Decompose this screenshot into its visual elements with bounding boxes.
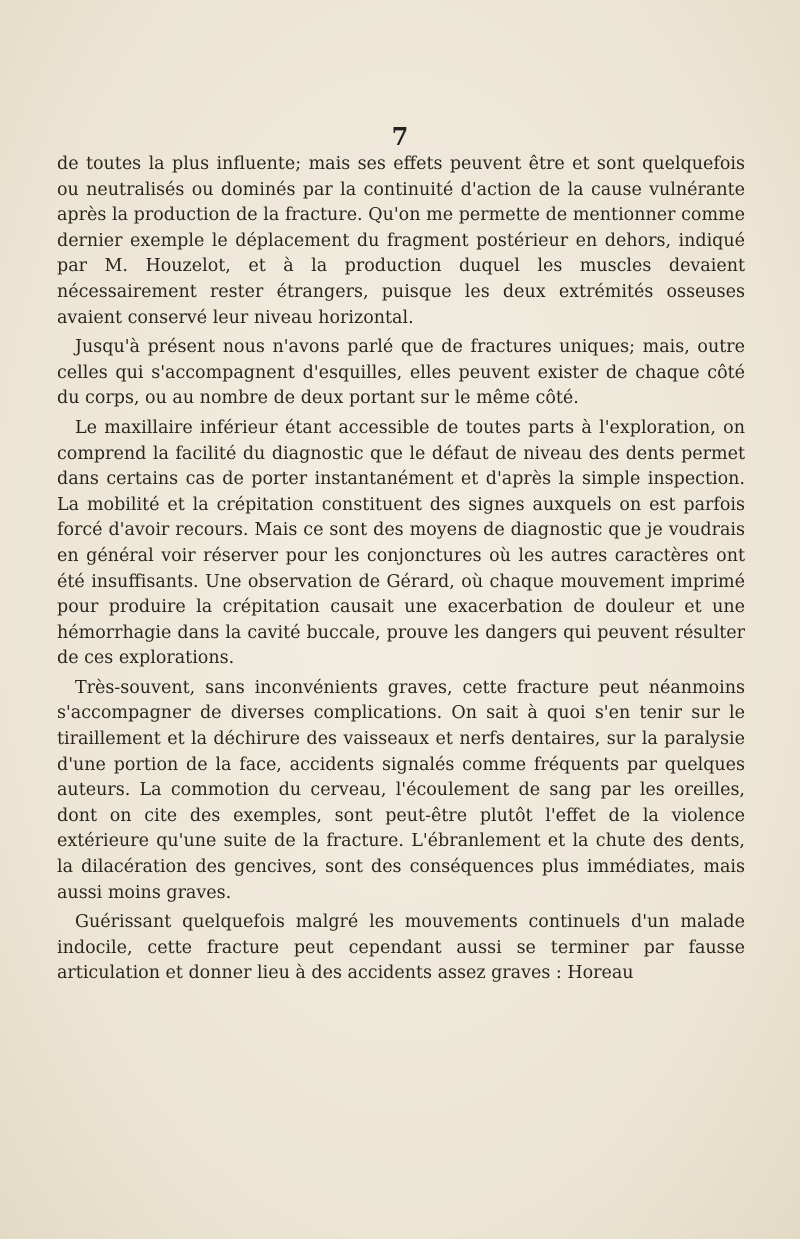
paragraph-4: Très-souvent, sans inconvénients graves, cette fracture peut néanmoins s'accompagner de diverses complications. On sait à quoi s'en tenir sur le tiraillement et la déchirure des vaisseaux et nerfs dentaires, sur la paralysie d'une portion de la face, accidents signalés comme fréquents par quelques auteurs. La commotion du cerveau, l'écoulement de sang par les oreilles, dont on cite des exemples, sont peut-être plutôt l'effet de la violence extérieure qu'une suite de la fracture. L'ébranlement et la chute des dents, la dilacération des gencives, sont des conséquences plus immédiates, mais aussi moins graves. xyxy=(57,677,745,903)
paragraph-1: de toutes la plus influente; mais ses effets peuvent être et sont quelquefois ou neutralisés ou dominés par la continuité d'action de la cause vulnérante après la production de la fracture. Qu'on me permette de mentionner comme dernier exemple le déplacement du fragment postérieur en dehors, indiqué par M. Houzelot, et à la production duquel les muscles devaient nécessairement rester étrangers, puisque les deux extrémités osseuses avaient conservé leur niveau horizontal. xyxy=(57,154,745,328)
paragraph-2: Jusqu'à présent nous n'avons parlé que de fractures uniques; mais, outre celles qui s'accompagnent d'esquilles, elles peuvent exister de chaque côté du corps, ou au nombre de deux portant sur le même côté. xyxy=(57,337,745,409)
paragraph-5: Guérissant quelquefois malgré les mouvements continuels d'un malade indocile, cette fracture peut cependant aussi se terminer par fausse articulation et donner lieu à des accidents assez graves : Horeau xyxy=(57,912,745,984)
paragraph-3: Le maxillaire inférieur étant accessible de toutes parts à l'exploration, on comprend la facilité du diagnostic que le défaut de niveau des dents permet dans certains cas de porter instantanément et d'après la simple inspection. La mobilité et la crépitation constituent des signes auxquels on est parfois forcé d'avoir recours. Mais ce sont des moyens de diagnostic que je voudrais en général voir réserver pour les conjonctures où les autres caractères ont été insuffisants. Une observation de Gérard, où chaque mouvement imprimé pour produire la crépitation causait une exacerbation de douleur et une hémorrhagie dans la cavité buccale, prouve les dangers qui peuvent résulter de ces explorations. xyxy=(57,417,745,669)
page-number: 7 xyxy=(391,122,409,151)
body-text xyxy=(57,152,745,991)
